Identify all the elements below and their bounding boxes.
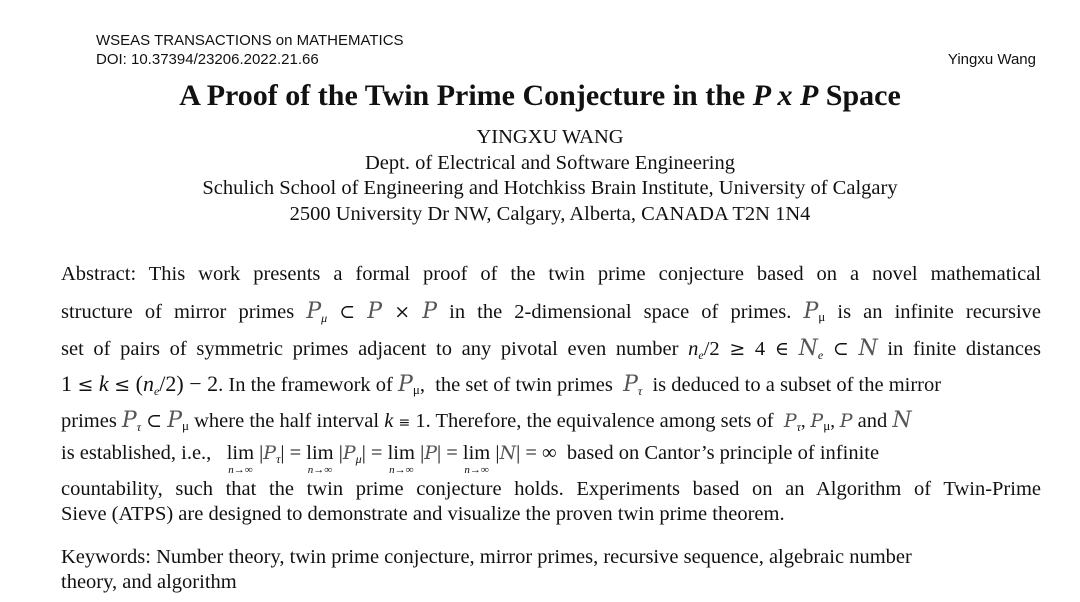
abstract-text: and [857, 410, 888, 432]
abstract-text: set of pairs of symmetric primes adjacent to any pivotal even number [61, 338, 679, 360]
math-set-list: $P_\tau$, Pμ, P [783, 410, 853, 434]
title-x: x [769, 79, 800, 112]
math-p-mu: Pμ [803, 299, 826, 324]
abstract-text: is deduced to a subset of the mirror [652, 374, 942, 396]
abstract-line-1: Abstract: This work presents a formal proof of the twin prime conjecture based on a novel mathematical [61, 263, 1041, 285]
abstract-text: structure of mirror primes [61, 301, 295, 323]
math-tau-subset-mu: Pτ ⊂ Pμ [121, 408, 189, 434]
journal-name: WSEAS TRANSACTIONS on MATHEMATICS [96, 32, 404, 49]
abstract-text: based on Cantor’s principle of infinite [566, 442, 880, 464]
abstract-text: . In the framework of [218, 374, 393, 396]
math-pivot-even: ne/2 ≥ 4 ∈ Ne ⊂ N [688, 336, 878, 362]
paper-title [0, 79, 1080, 113]
math-p-mu: Pμ, [398, 372, 425, 397]
abstract-text: . Therefore, the equivalence among sets of [425, 410, 774, 432]
doi: DOI: 10.37394/23206.2022.21.66 [96, 51, 319, 68]
abstract-line-7: countability, such that the twin prime conjecture holds. Experiments based on an Algorithm of Twin-Prime [61, 478, 1041, 500]
title-prefix: A Proof of the Twin Prime Conjecture in the [179, 79, 753, 112]
math-p-tau: Pτ [623, 372, 643, 398]
abstract-line-6 [61, 442, 1041, 476]
abstract-text: where the half interval [194, 410, 380, 432]
math-limit-equivalence: lim n→∞ |Pτ| = lim n→∞ |Pμ| = lim n→∞ |P| = lim n→∞ |N| = ∞ [226, 442, 562, 476]
abstract-line-3 [61, 336, 1041, 363]
running-author: Yingxu Wang [947, 51, 1036, 68]
abstract-text: is an infinite recursive [837, 301, 1042, 323]
abstract-text: the set of twin primes [435, 374, 613, 396]
author-address: 2500 University Dr NW, Calgary, Alberta, CANADA T2N 1N4 [289, 203, 811, 225]
abstract-line-5 [61, 408, 1041, 435]
title-suffix: Space [818, 79, 901, 112]
abstract-text: is established, i.e., [61, 442, 212, 464]
abstract-text: in finite distances [887, 338, 1042, 360]
title-p2: P [799, 79, 819, 112]
math-n: N [892, 408, 912, 433]
math-k-equiv: k ≡ 1 [384, 410, 426, 432]
keywords-line-1: Keywords: Number theory, twin prime conjecture, mirror primes, recursive sequence, algebraic number [61, 546, 912, 568]
abstract-text: primes [61, 410, 117, 432]
author-school: Schulich School of Engineering and Hotchkiss Brain Institute, University of Calgary [202, 177, 898, 199]
author-name: YINGXU WANG [476, 126, 624, 148]
math-mirror-primes-subset: Pμ ⊂ P × P [306, 299, 438, 325]
keywords-line-2: theory, and algorithm [61, 571, 237, 593]
math-k-range: 1 ≤ k ≤ (ne/2) − 2 [61, 371, 219, 398]
title-p1: P [752, 79, 770, 112]
abstract-line-2 [61, 299, 1041, 326]
abstract-line-4 [61, 371, 1041, 399]
author-department: Dept. of Electrical and Software Engineering [365, 152, 735, 174]
abstract-text: in the 2-dimensional space of primes. [449, 301, 792, 323]
abstract-line-8: Sieve (ATPS) are designed to demonstrate and visualize the proven twin prime theorem. [61, 503, 785, 525]
